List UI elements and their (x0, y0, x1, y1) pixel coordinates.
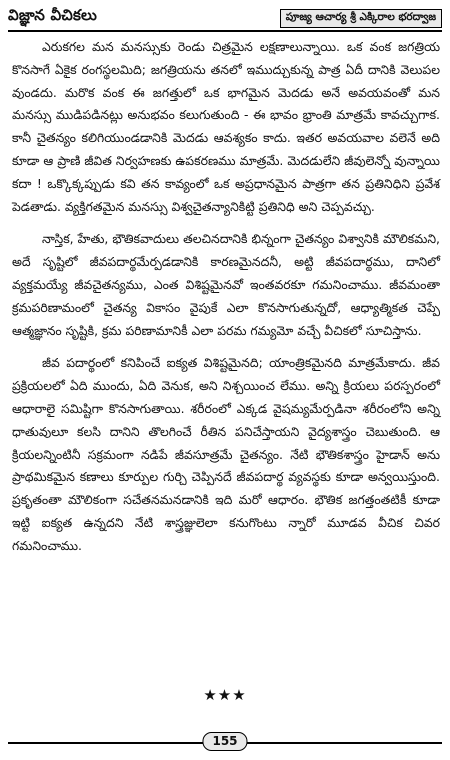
paragraph-1: ఎరుకగల మన మనస్సుకు రెండు చిత్రమైన లక్షణాలున్నాయి. ఒక వంక జగత్రియ కొనసాగే ఏకైక రంగస్థలమిది; జగత్రియను తనలో ఇముద్చుకున్న పాత్ర ఏదీ దానికి వెలుపల వుండదు. మరొక వంక ఈ జగత్తులో ఒక భాగమైన మెదడు అనే అవయవంతో మన మనస్సు ముడిపడినట్లు అనుభవం కలుగుతుంది - ఈ భావం భ్రాంతి మాత్రమే కావచ్చుగాక. కానీ చైతన్యం కలిగియుండడానికి మెదడు ఆవశ్యకం కాదు. ఇతర అవయవాల వలెనే అది కూడా ఆ ప్రాణి జీవిత నిర్వహణకు ఉపకరణము మాత్రమే. మెదడులేని జీవులెన్నో వున్నాయి కదా ! ఒక్కొక్కప్పుడు కవి తన కావ్యంలో ఒక అప్రధానమైన పాత్రగా తన ప్రతినిధిని ప్రవేశ పెడతాడు. వ్యక్తిగతమైన మనస్సు విశ్వచైతన్యానికిట్టి ప్రతినిధి అని చెప్పవచ్చు. (12, 39, 440, 214)
paragraph-3: జీవ పదార్థంలో కనిపించే ఐక్యత విశిష్టమైనది; యాంత్రికమైనది మాత్రమేకాదు. జీవ ప్రక్రియలలో ఏది ముందు, ఏది వెనుక, అని నిశ్చయించ లేము. అన్ని క్రియలు పరస్పరంలో ఆధారాలై సమిష్టిగా కొనసాగుతాయి. శరీరంలో ఎక్కడ వైషమ్యమేర్పడినా శరీరంలోని అన్ని ధాతువులూ కలసి దానిని తొలగించే రీతిన పనిచేస్తాయని వైద్యశాస్త్రం చెబుతుంది. ఆ క్రియలన్నింటినీ సక్రమంగా నడిపే జీవసూత్రమే చైతన్యం. నేటి భౌతికశాస్త్రం హైడాన్ అను ప్రాథమికమైన కణాలు కూర్పుల గుర్చి చెప్పినదే జీవపదార్థ వ్యవస్థకు కూడా అన్వయిస్తుంది. ప్రకృతంతా మౌలికంగా సచేతనమనడానికి ఇది మరో ఆధారం. భౌతిక జగత్తంతటికీ కూడా ఇట్టి ఐక్యత ఉన్నదని నేటి శాస్త్రజ్ఞులెలా కనుగొంటు న్నారో మూడవ వీచిక చివర గమనించాము. (12, 355, 440, 553)
running-header (8, 4, 442, 28)
page-body (12, 36, 440, 558)
page-number: 155 (202, 732, 247, 751)
book-title: విజ్ఞాన వీచికలు (8, 6, 98, 24)
author-name: పూజ్య ఆచార్య శ్రీ ఎక్కిరాల భరద్వాజ (280, 9, 442, 28)
header-rule (8, 30, 442, 32)
section-separator: ★★★ (203, 686, 247, 704)
paragraph-2: నాస్తిక, హేతు, భౌతికవాదులు తలచినదానికి భిన్నంగా చైతన్యం విశ్వానికి మౌలికమని, అదే సృష్టిలో జీవపదార్థమేర్పడడానికి కారణమైనదనీ, అట్టి జీవపదార్థము, దానిలో వ్యక్తమయ్యే జీవచైతన్యము, ఎంత విశిష్టమైనవో ఇంతవరకూ గమనించాము. జీవమంతా క్రమపరిణామంలో చైతన్య వికాసం వైపుకే ఎలా కొనసాగుతున్నదో, ఆధ్యాత్మికత చెప్పే ఆత్మజ్ఞానం సృష్టికి, క్రమ పరిణామానికీ ఎలా పరమ గమ్యమో వచ్చే వీచికలో సూచిస్తాను. (12, 231, 440, 338)
